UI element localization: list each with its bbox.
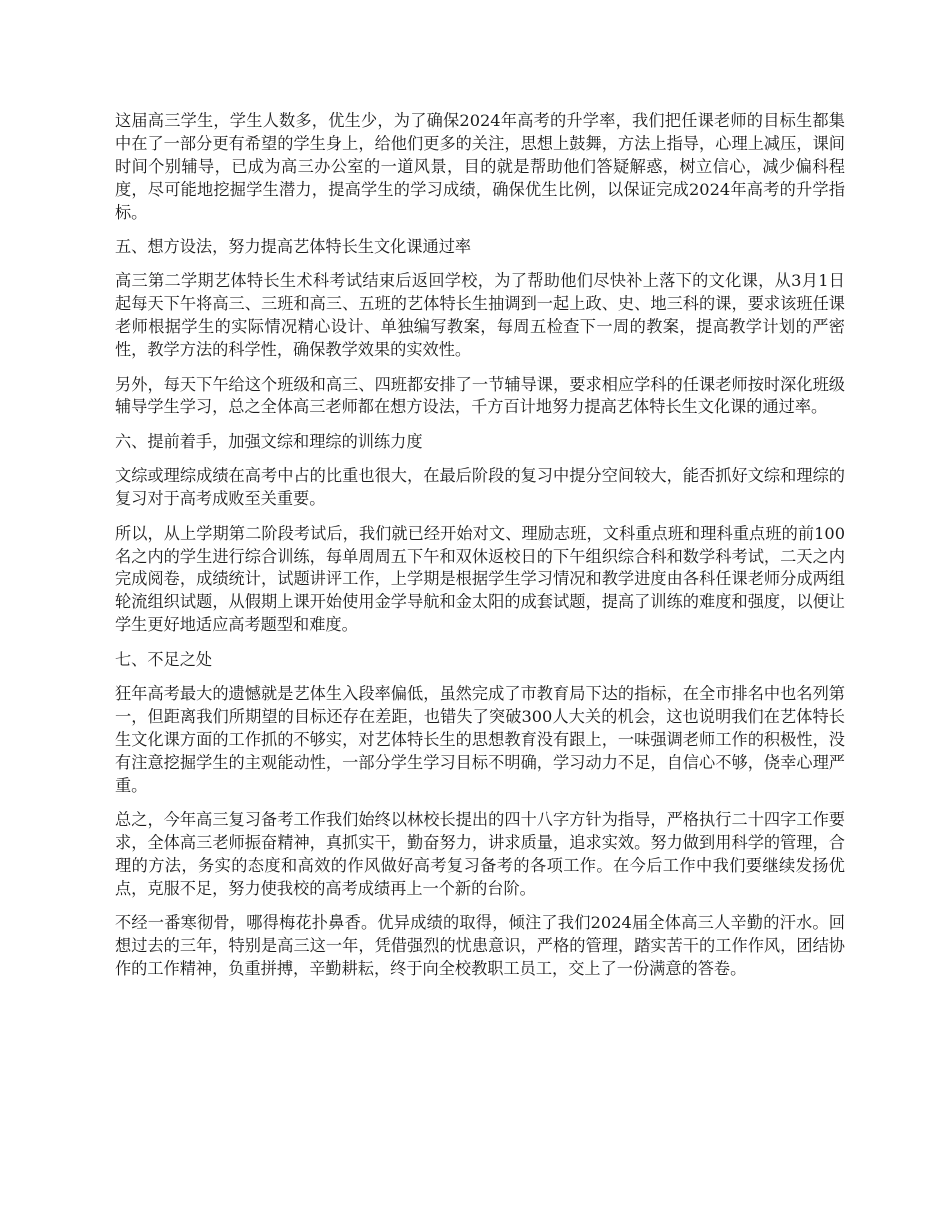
paragraph-2: 高三第二学期艺体特长生术科考试结束后返回学校，为了帮助他们尽快补上落下的文化课，从3月1日起每天下午将高三、三班和高三、五班的艺体特长生抽调到一起上政、史、地三科的课，要求该班任课老师根据学生的实际情况精心设计、单独编写教案，每周五检查下一周的教案，提高教学计划的严密性，教学方法的科学性，确保教学效果的实效性。 — [115, 271, 845, 360]
section-heading-5: 五、想方设法，努力提高艺体特长生文化课通过率 — [115, 237, 472, 257]
document-body — [115, 110, 845, 992]
paragraph-8: 不经一番寒彻骨，哪得梅花扑鼻香。优异成绩的取得，倾注了我们2024届全体高三人辛勤的汗水。回想过去的三年，特别是高三这一年，凭借强烈的忧患意识，严格的管理，踏实苦干的工作作风，团结协作的工作精神，负重拼搏，辛勤耕耘，终于向全校教职工员工，交上了一份满意的答卷。 — [115, 913, 845, 978]
paragraph-1: 这届高三学生，学生人数多，优生少，为了确保2024年高考的升学率，我们把任课老师的目标生都集中在了一部分更有希望的学生身上，给他们更多的关注，思想上鼓舞，方法上指导，心理上减压，课间时间个别辅导，已成为高三办公室的一道风景，目的就是帮助他们答疑解惑，树立信心，减少偏科程度，尽可能地挖掘学生潜力，提高学生的学习成绩，确保优生比例，以保证完成2024年高考的升学指标。 — [115, 111, 845, 222]
paragraph-5: 所以，从上学期第二阶段考试后，我们就已经开始对文、理励志班，文科重点班和理科重点班的前100名之内的学生进行综合训练，每单周周五下午和双休返校日的下午组织综合科和数学科考试，二天之内完成阅卷，成绩统计，试题讲评工作，上学期是根据学生学习情况和教学进度由各科任课老师分成两组轮流组织试题，从假期上课开始使用金学导航和金太阳的成套试题，提高了训练的难度和强度，以便让学生更好地适应高考题型和难度。 — [115, 523, 845, 635]
paragraph-3: 另外，每天下午给这个班级和高三、四班都安排了一节辅导课，要求相应学科的任课老师按时深化班级辅导学生学习，总之全体高三老师都在想方设法，千方百计地努力提高艺体特长生文化课的通过率。 — [115, 374, 845, 417]
paragraph-7: 总之，今年高三复习备考工作我们始终以林校长提出的四十八字方针为指导，严格执行二十四字工作要求，全体高三老师振奋精神，真抓实干，勤奋努力，讲求质量，追求实效。努力做到用科学的管理，合理的方法，务实的态度和高效的作风做好高考复习备考的各项工作。在今后工作中我们要继续发扬优点，克服不足，努力使我校的高考成绩再上一个新的台阶。 — [115, 810, 845, 898]
paragraph-6: 狂年高考最大的遗憾就是艺体生入段率偏低，虽然完成了市教育局下达的指标，在全市排名中也名列第一，但距离我们所期望的目标还存在差距，也错失了突破300人大关的机会，这也说明我们在艺体特长生文化课方面的工作抓的不够实，对艺体特长生的思想教育没有跟上，一味强调老师工作的积极性，没有注意挖掘学生的主观能动性，一部分学生学习目标不明确，学习动力不足，自信心不够，侥幸心理严重。 — [115, 684, 845, 795]
paragraph-4: 文综或理综成绩在高考中占的比重也很大，在最后阶段的复习中提分空间较大，能否抓好文综和理综的复习对于高考成败至关重要。 — [115, 466, 845, 509]
section-heading-6: 六、提前着手，加强文综和理综的训练力度 — [115, 431, 423, 451]
section-heading-7: 七、不足之处 — [115, 649, 213, 669]
